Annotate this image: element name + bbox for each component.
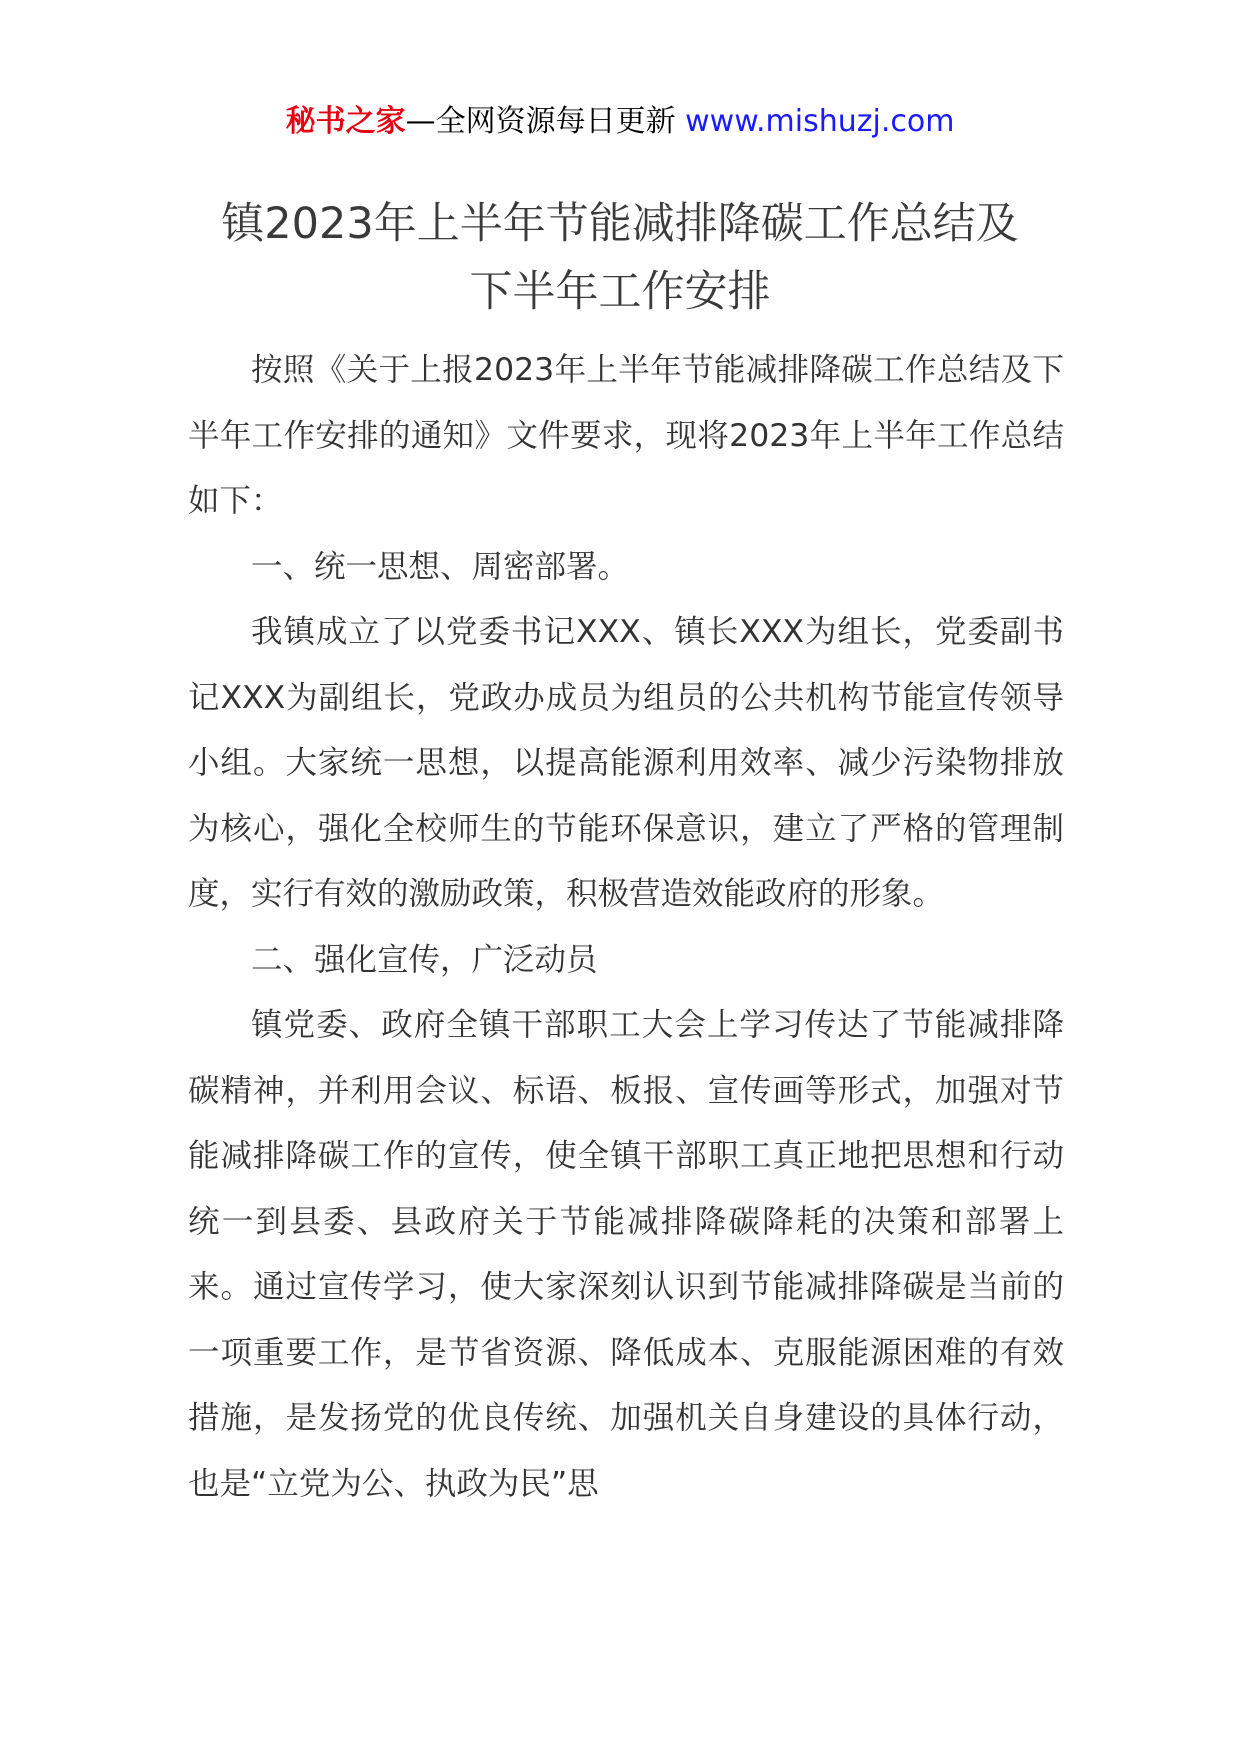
- section-heading-1: 一、统一思想、周密部署。: [251, 548, 630, 585]
- section-2-paragraph: 镇党委、政府全镇干部职工大会上学习传达了节能减排降碳精神，并利用会议、标语、板报、宣传画等形式，加强对节能减排降碳工作的宣传，使全镇干部职工真正地把思想和行动统一到县委、县政府关于节能减排降碳降耗的决策和部署上来。通过宣传学习，使大家深刻认识到节能减排降碳是当前的一项重要工作，是节省资源、降低成本、克服能源困难的有效措施，是发扬党的优良传统、加强机关自身建设的具体行动，也是“立党为公、执政为民”思: [188, 1007, 1064, 1502]
- title-line-2: 下半年工作安排: [469, 267, 771, 317]
- brand-name: 秘书之家: [285, 104, 406, 139]
- document-body: [188, 338, 1064, 1517]
- section-heading-2: 二、强化宣传，广泛动员: [251, 941, 598, 978]
- header-slogan: —全网资源每日更新: [405, 104, 676, 139]
- document-title: [160, 190, 1080, 326]
- section-1-paragraph: 我镇成立了以党委书记XXX、镇长XXX为组长，党委副书记XXX为副组长，党政办成员为组员的公共机构节能宣传领导小组。大家统一思想，以提高能源利用效率、减少污染物排放为核心，强化全校师生的节能环保意识，建立了严格的管理制度，实行有效的激励政策，积极营造效能政府的形象。: [188, 614, 1064, 912]
- title-line-1: 镇2023年上半年节能减排降碳工作总结及: [221, 199, 1019, 249]
- intro-paragraph: 按照《关于上报2023年上半年节能减排降碳工作总结及下半年工作安排的通知》文件要求，现将2023年上半年工作总结如下：: [188, 352, 1064, 519]
- site-header: [0, 100, 1240, 144]
- site-url-link[interactable]: www.mishuzj.com: [685, 104, 955, 139]
